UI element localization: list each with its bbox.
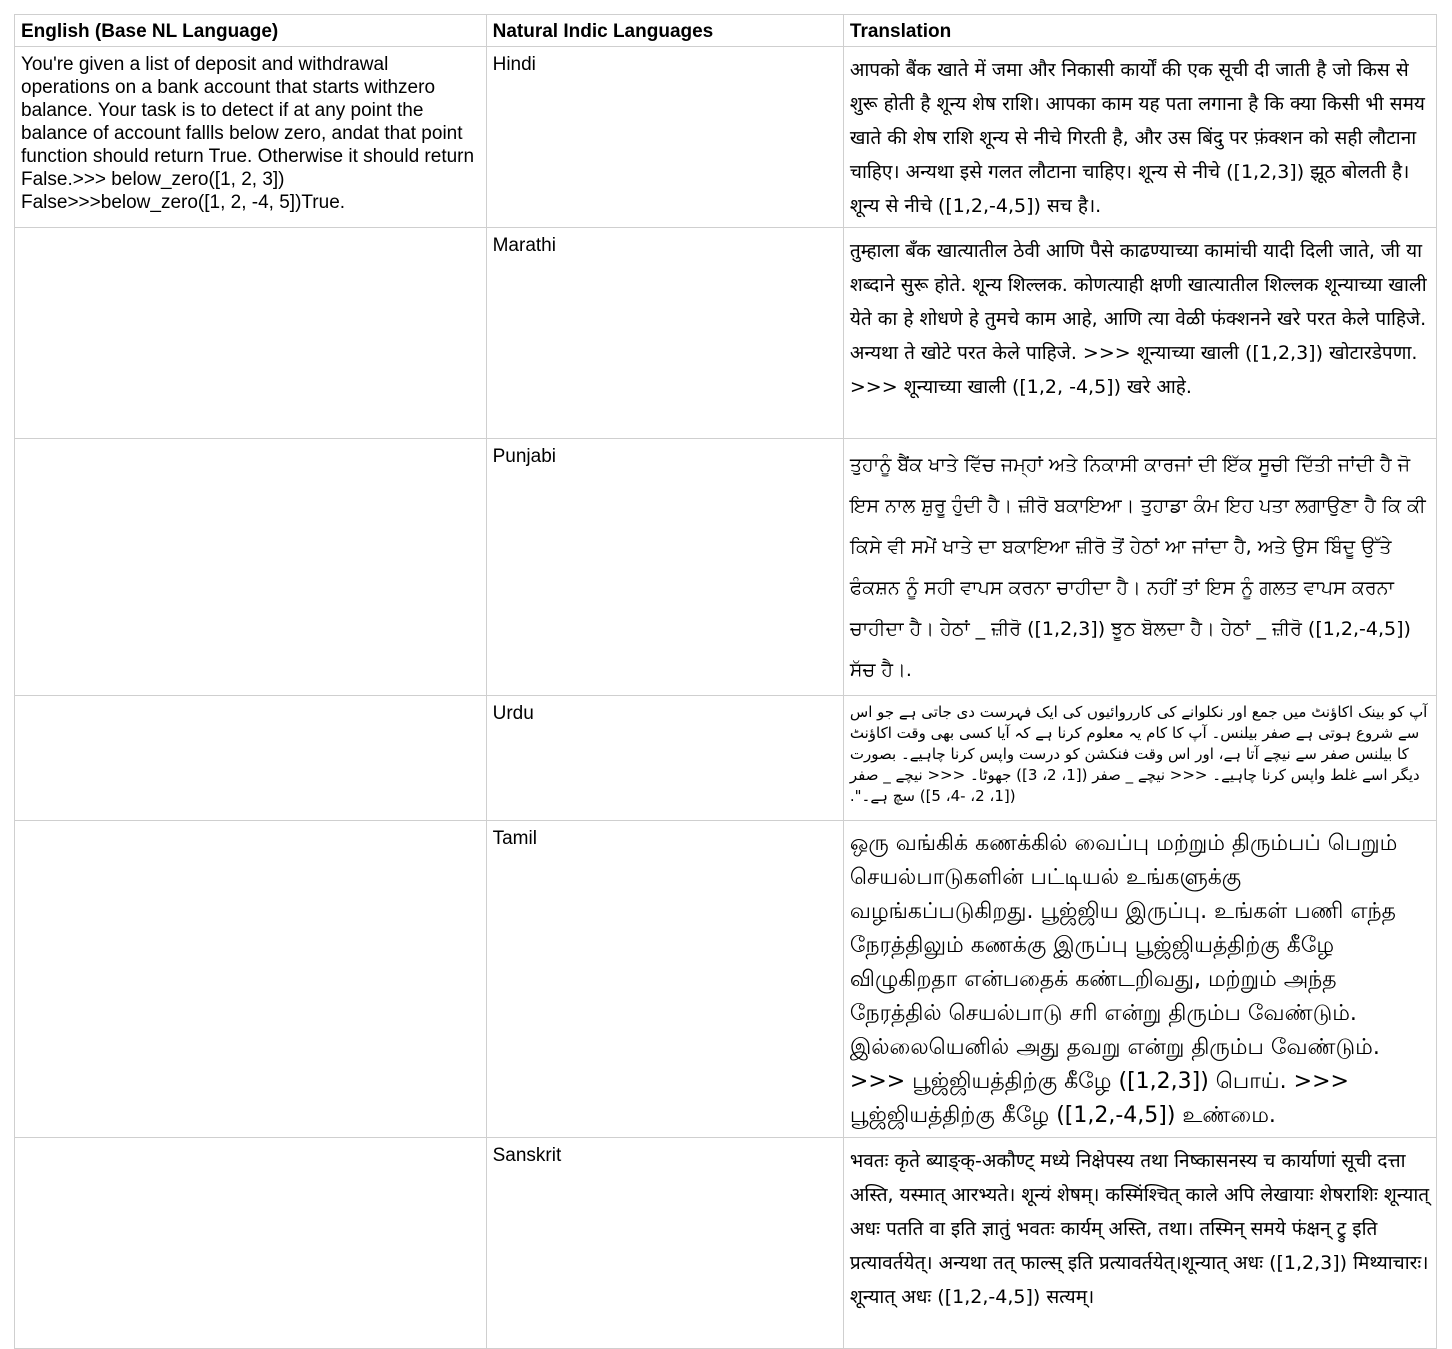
translation-cell-tamil[interactable]: ஒரு வங்கிக் கணக்கில் வைப்பு மற்றும் திரும்பப் பெறும் செயல்பாடுகளின் பட்டியல் உங்களுக்கு வழங்கப்படுகிறது. பூஜ்ஜிய இருப்பு. உங்கள் பணி எந்த நேரத்திலும் கணக்கு இருப்பு பூஜ்ஜியத்திற்கு கீழே விழுகிறதா என்பதைக் கண்டறிவது, மற்றும் அந்த நேரத்தில் செயல்பாடு சரி என்று திரும்ப வேண்டும். இல்லையெனில் அது தவறு என்று திரும்ப வேண்டும். >>> பூஜ்ஜியத்திற்கு கீழே ([1,2,3]) பொய். >>> பூஜ்ஜியத்திற்கு கீழே ([1,2,-4,5]) உண்மை. (843, 821, 1436, 1138)
english-empty-cell[interactable] (15, 228, 487, 439)
language-cell-punjabi[interactable]: Punjabi (486, 439, 843, 696)
language-cell-sanskrit[interactable]: Sanskrit (486, 1138, 843, 1349)
english-prompt-cell[interactable]: You're given a list of deposit and withdrawal operations on a bank account that starts withzero balance. Your task is to detect if at any point the balance of account fallls below zero, andat that point function should return True. Otherwise it should return False.>>> below_zero([1, 2, 3]) False>>>below_zero([1, 2, -4, 5])True. (15, 47, 487, 228)
translation-cell-hindi[interactable]: आपको बैंक खाते में जमा और निकासी कार्यों की एक सूची दी जाती है जो किस से शुरू होती है शून्य शेष राशि। आपका काम यह पता लगाना है कि क्या किसी भी समय खाते की शेष राशि शून्य से नीचे गिरती है, और उस बिंदु पर फ़ंक्शन को सही लौटाना चाहिए। अन्यथा इसे गलत लौटाना चाहिए। शून्य से नीचे ([1,2,3]) झूठ बोलती है। शून्य से नीचे ([1,2,-4,5]) सच है।. (843, 47, 1436, 228)
translation-table (14, 14, 1437, 1349)
table-row-hindi (15, 47, 1437, 228)
language-cell-tamil[interactable]: Tamil (486, 821, 843, 1138)
header-translation[interactable]: Translation (843, 15, 1436, 47)
table-row-sanskrit (15, 1138, 1437, 1349)
translation-cell-sanskrit[interactable]: भवतः कृते ब्याङ्क्-अकौण्ट् मध्ये निक्षेपस्य तथा निष्कासनस्य च कार्याणां सूची दत्ता अस्ति, यस्मात् आरभ्यते। शून्यं शेषम्। कस्मिंश्चित् काले अपि लेखायाः शेषराशिः शून्यात् अधः पतति वा इति ज्ञातुं भवतः कार्यम् अस्ति, तथा। तस्मिन् समये फंक्षन् ट्रु इति प्रत्यावर्तयेत्। अन्यथा तत् फाल्स् इति प्रत्यावर्तयेत्।शून्यात् अधः ([1,2,3]) मिथ्याचारः।शून्यात् अधः ([1,2,-4,5]) सत्यम्। (843, 1138, 1436, 1349)
table-row-punjabi (15, 439, 1437, 696)
language-cell-urdu[interactable]: Urdu (486, 696, 843, 821)
english-empty-cell[interactable] (15, 1138, 487, 1349)
header-row (15, 15, 1437, 47)
translation-cell-urdu[interactable]: آپ کو بینک اکاؤنٹ میں جمع اور نکلوانے کی کارروائیوں کی ایک فہرست دی جاتی ہے جو اس سے شروع ہوتی ہے صفر بیلنس۔ آپ کا کام یہ معلوم کرنا ہے کہ آیا کسی بھی وقت اکاؤنٹ کا بیلنس صفر سے نیچے آتا ہے، اور اس وقت فنکشن کو درست واپس کرنا چاہیے۔ بصورت دیگر اسے غلط واپس کرنا چاہیے۔ <<< نیچے _ صفر ([1، 2، 3]) جھوٹا۔ <<< نیچے _ صفر ([1، 2، -4، 5]) سچ ہے۔". (843, 696, 1436, 821)
english-empty-cell[interactable] (15, 439, 487, 696)
table-row-tamil (15, 821, 1437, 1138)
english-empty-cell[interactable] (15, 696, 487, 821)
language-cell-marathi[interactable]: Marathi (486, 228, 843, 439)
header-english[interactable]: English (Base NL Language) (15, 15, 487, 47)
language-cell-hindi[interactable]: Hindi (486, 47, 843, 228)
translation-cell-punjabi[interactable]: ਤੁਹਾਨੂੰ ਬੈਂਕ ਖਾਤੇ ਵਿੱਚ ਜਮ੍ਹਾਂ ਅਤੇ ਨਿਕਾਸੀ ਕਾਰਜਾਂ ਦੀ ਇੱਕ ਸੂਚੀ ਦਿੱਤੀ ਜਾਂਦੀ ਹੈ ਜੋ ਇਸ ਨਾਲ ਸ਼ੁਰੂ ਹੁੰਦੀ ਹੈ। ਜ਼ੀਰੋ ਬਕਾਇਆ। ਤੁਹਾਡਾ ਕੰਮ ਇਹ ਪਤਾ ਲਗਾਉਣਾ ਹੈ ਕਿ ਕੀ ਕਿਸੇ ਵੀ ਸਮੇਂ ਖਾਤੇ ਦਾ ਬਕਾਇਆ ਜ਼ੀਰੋ ਤੋਂ ਹੇਠਾਂ ਆ ਜਾਂਦਾ ਹੈ, ਅਤੇ ਉਸ ਬਿੰਦੂ ਉੱਤੇ ਫੰਕਸ਼ਨ ਨੂੰ ਸਹੀ ਵਾਪਸ ਕਰਨਾ ਚਾਹੀਦਾ ਹੈ। ਨਹੀਂ ਤਾਂ ਇਸ ਨੂੰ ਗਲਤ ਵਾਪਸ ਕਰਨਾ ਚਾਹੀਦਾ ਹੈ। ਹੇਠਾਂ _ ਜ਼ੀਰੋ ([1,2,3]) ਝੂਠ ਬੋਲਦਾ ਹੈ। ਹੇਠਾਂ _ ਜ਼ੀਰੋ ([1,2,-4,5]) ਸੱਚ ਹੈ।. (843, 439, 1436, 696)
translation-cell-marathi[interactable]: तुम्हाला बँक खात्यातील ठेवी आणि पैसे काढण्याच्या कामांची यादी दिली जाते, जी या शब्दाने सुरू होते. शून्य शिल्लक. कोणत्याही क्षणी खात्यातील शिल्लक शून्याच्या खाली येते का हे शोधणे हे तुमचे काम आहे, आणि त्या वेळी फंक्शनने खरे परत केले पाहिजे. अन्यथा ते खोटे परत केले पाहिजे. >>> शून्याच्या खाली ([1,2,3]) खोटारडेपणा. >>> शून्याच्या खाली ([1,2, -4,5]) खरे आहे. (843, 228, 1436, 439)
table-row-urdu (15, 696, 1437, 821)
table-row-marathi (15, 228, 1437, 439)
english-empty-cell[interactable] (15, 821, 487, 1138)
header-languages[interactable]: Natural Indic Languages (486, 15, 843, 47)
